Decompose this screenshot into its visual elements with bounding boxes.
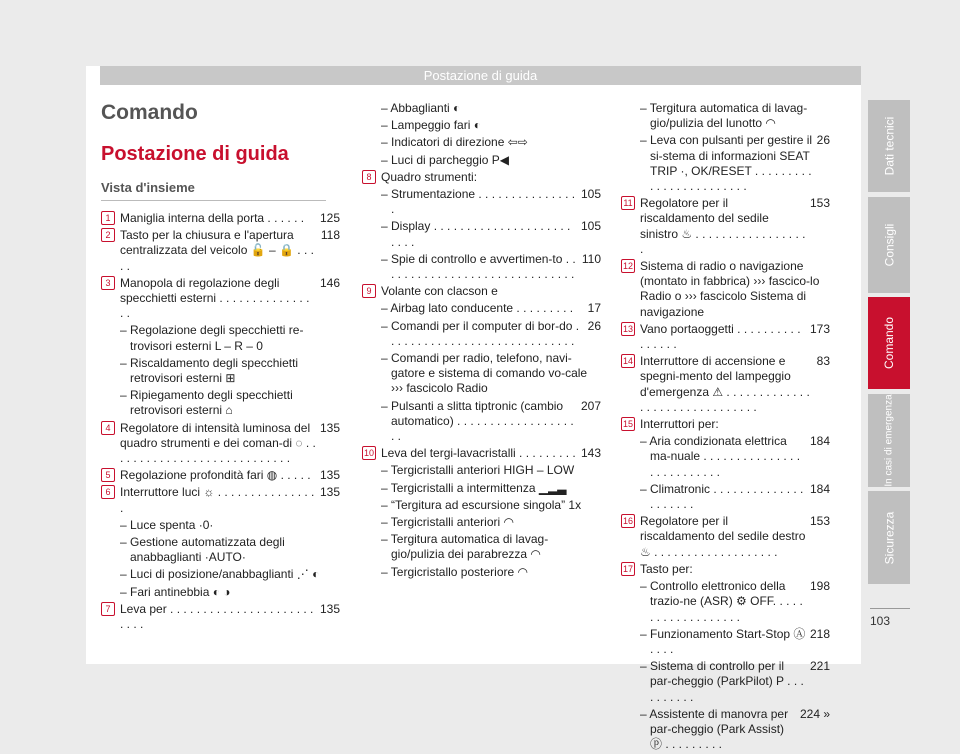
sub-entry-text: – Tergicristalli anteriori ◠ — [381, 515, 514, 530]
index-entry — [381, 319, 601, 349]
callout-number: 8 — [362, 170, 376, 184]
tab-comando[interactable]: Comando — [868, 297, 910, 389]
index-entry — [381, 252, 601, 282]
entry-text: Tasto per la chiusura e l'apertura centralizzata del veicolo 🔓 – 🔒 . . . . . — [120, 228, 314, 273]
callout-number: 15 — [622, 419, 633, 430]
index-entry — [120, 388, 340, 418]
index-entry — [363, 446, 601, 461]
entry-text: Interruttore luci ☼ . . . . . . . . . . . . . . . . — [120, 485, 315, 515]
index-entry — [366, 284, 601, 299]
callout-number: 1 — [101, 211, 115, 225]
page-reference[interactable]: 125 — [319, 211, 340, 225]
sub-entry-text: – Luci di posizione/anabbaglianti ⋰ ◐ — [120, 567, 320, 582]
callout-number: 13 — [622, 323, 633, 334]
index-entry — [622, 561, 830, 577]
entry-text: Maniglia interna della porta . . . . . . — [120, 211, 305, 225]
sub-entry-text: – Strumentazione . . . . . . . . . . . . . . . . — [381, 187, 576, 217]
tab-consigli[interactable]: Consigli — [868, 197, 910, 293]
index-entry — [105, 211, 340, 226]
index-entry — [366, 169, 601, 185]
callout-number: 5 — [101, 468, 115, 482]
sub-entry-text: – Tergitura automatica di lavag-gio/pulizia dei parabrezza ◠ — [381, 532, 549, 562]
column-1 — [105, 211, 340, 634]
page-number-rule — [870, 608, 910, 609]
page-reference[interactable]: 184 — [809, 481, 830, 496]
index-entry — [640, 434, 830, 480]
page-reference[interactable]: 218 — [809, 626, 830, 641]
entry-text: Volante con clacson e — [381, 284, 498, 299]
page-reference[interactable]: 143 — [580, 446, 601, 461]
callout-number: 9 — [362, 284, 376, 298]
page-reference[interactable]: 153 — [809, 196, 830, 211]
index-entry — [105, 420, 340, 467]
page-reference[interactable]: 184 — [809, 434, 830, 449]
index-entry — [381, 565, 601, 580]
index-entry — [381, 481, 601, 496]
index-entry — [640, 627, 830, 657]
index-entry — [120, 518, 340, 533]
sub-entry-text: – Indicatori di direzione ⇦⇨ — [381, 135, 528, 150]
index-entry — [120, 535, 340, 565]
index-entry — [381, 301, 601, 316]
index-entry — [120, 567, 340, 582]
callout-number: 3 — [101, 276, 115, 290]
sub-entry-text: – “Tergitura ad escursione singola” 1x — [381, 497, 582, 512]
index-entry — [381, 463, 601, 478]
callout-number: 14 — [622, 356, 633, 367]
page-reference[interactable]: 135 — [319, 468, 340, 483]
index-entry — [120, 585, 340, 600]
sub-entry-text: – Luci di parcheggio P◀ — [381, 152, 509, 167]
entry-text: Sistema di radio o navigazione (montato in fabbrica) ››› fascico-lo Radio o ››› fascicolo Sistema di navigazione — [640, 259, 820, 319]
callout-number: 4 — [101, 421, 115, 435]
index-entry — [381, 351, 601, 397]
entry-text: Leva del tergi-lavacristalli . . . . . . . . . — [381, 446, 576, 461]
page-reference[interactable]: 207 — [580, 398, 601, 413]
entry-text: Quadro strumenti: — [381, 169, 478, 184]
index-entry — [622, 417, 830, 432]
page-reference[interactable]: 110 — [581, 251, 601, 266]
index-entry — [381, 515, 601, 530]
sub-entry-text: – Spie di controllo e avvertimen-to . . . . . . . . . . . . . . . . . . . . . . . . . . . . . . — [381, 251, 576, 282]
entry-text: Manopola di regolazione degli specchietti esterni . . . . . . . . . . . . . . . . — [120, 275, 310, 321]
sub-entry-text: – Display . . . . . . . . . . . . . . . . . . . . . . . . . — [381, 219, 571, 249]
index-entry — [640, 133, 830, 194]
index-entry — [640, 482, 830, 512]
sub-entry-text: – Comandi per il computer di bor-do . . . . . . . . . . . . . . . . . . . . . . . . . . . . . — [381, 318, 580, 348]
sub-entry-text: – Abbaglianti ◐ — [381, 101, 461, 115]
entry-text: Regolatore per il riscaldamento del sedile destro ♨ . . . . . . . . . . . . . . . . . . . — [640, 514, 806, 559]
sub-entry-text: – Ripiegamento degli specchietti retrovisori esterni ⌂ — [120, 388, 293, 418]
page-reference[interactable]: 17 — [587, 301, 601, 316]
sub-entry-text: – Pulsanti a slitta tiptronic (cambio automatico) . . . . . . . . . . . . . . . . . . . . — [381, 398, 574, 444]
page-reference[interactable]: 118 — [320, 228, 340, 243]
index-entry — [640, 707, 830, 753]
column-2 — [363, 101, 601, 582]
index-entry — [105, 468, 340, 483]
page-reference[interactable]: 26 — [816, 133, 830, 148]
sub-entry-text: – Fari antinebbia ◐ ◑ — [120, 584, 231, 599]
callout-number: 16 — [622, 516, 633, 527]
sub-entry-text: – Sistema di controllo per il par-cheggio (ParkPilot) P . . . . . . . . . . — [640, 659, 804, 704]
callout-number: 6 — [101, 485, 115, 499]
index-entry — [381, 399, 601, 445]
tab-dati-tecnici[interactable]: Dati tecnici — [868, 100, 910, 192]
page-reference[interactable]: 135 — [319, 601, 340, 616]
sub-entry-text: – Aria condizionata elettrica ma-nuale . . . . . . . . . . . . . . . . . . . . . . . . . . — [640, 434, 801, 479]
sub-entry-text: – Tergicristalli a intermittenza ▁▂▃ — [381, 480, 567, 495]
sub-entry-text: – Regolazione degli specchietti re-trovisori esterni L – R – 0 — [120, 323, 304, 353]
index-entry — [622, 514, 830, 560]
page-number: 103 — [870, 614, 891, 628]
entry-text: Regolatore di intensità luminosa del quadro strumenti e dei coman-di ◌ . . . . . . . . . . . . . . . . . . . . . . . . . . . . — [120, 420, 316, 466]
tab-sicurezza[interactable]: Sicurezza — [868, 491, 910, 584]
callout-number: 11 — [621, 196, 635, 210]
sub-entry-text: – Assistente di manovra per par-cheggio (Park Assist) ⓟ . . . . . . . . . — [640, 706, 789, 752]
page-reference[interactable]: 135 — [319, 420, 340, 435]
sub-entry-text: – Lampeggio fari ◐ — [381, 118, 481, 133]
page-reference[interactable]: 198 — [809, 579, 830, 594]
sub-entry-text: – Tergitura automatica di lavag-gio/pulizia del lunotto ◠ — [640, 101, 808, 131]
page-reference[interactable]: 173 — [809, 321, 830, 336]
callout-number: 7 — [101, 602, 115, 616]
index-entry — [105, 275, 340, 322]
subtitle-rule — [101, 200, 326, 201]
callout-number: 17 — [622, 563, 633, 574]
tab-emergenza[interactable]: In casi di emergenza — [868, 394, 910, 487]
index-entry — [640, 579, 830, 625]
sub-entry-text: – Leva con pulsanti per gestire il si-stema di informazioni SEAT TRIP ·, OK/RESET . . . . . . . . . . . . . . . . . . . . . . . . — [640, 133, 813, 194]
subtitle: Vista d'insieme — [101, 180, 195, 195]
entry-text: Interruttori per: — [640, 417, 719, 432]
entry-text: Regolazione profondità fari ◍ . . . . . — [120, 468, 311, 483]
sub-entry-text: – Airbag lato conducente . . . . . . . . . — [381, 301, 574, 316]
index-entry — [381, 118, 601, 133]
page-reference[interactable]: 135 — [319, 485, 340, 500]
callout-number: 12 — [622, 261, 633, 272]
page-reference[interactable]: 83 — [816, 354, 830, 369]
index-entry — [381, 153, 601, 168]
page-reference[interactable]: 105 — [580, 219, 601, 234]
index-entry — [105, 601, 340, 632]
entry-text: Vano portaoggetti . . . . . . . . . . . . . . . . — [640, 321, 801, 352]
index-entry — [640, 101, 830, 131]
page-reference[interactable]: 146 — [319, 275, 340, 290]
sub-entry-text: – Gestione automatizzata degli anabbaglianti ·AUTO· — [120, 535, 285, 565]
sub-entry-text: – Luce spenta ·0· — [120, 517, 214, 532]
entry-text: Interruttore di accensione e spegni-mento del lampeggio d'emergenza ⚠ . . . . . . . . . . . . . . . . . . . . . . . . . . . . . . . — [640, 354, 810, 414]
page-reference[interactable]: 224 » — [799, 706, 830, 721]
sub-entry-text: – Tergicristallo posteriore ◠ — [381, 564, 528, 579]
callout-number: 2 — [101, 228, 115, 242]
section-title: Comando — [101, 101, 198, 124]
index-entry — [120, 323, 340, 353]
entry-text: Regolatore per il riscaldamento del sedile sinistro ♨ . . . . . . . . . . . . . . . . . . — [640, 196, 806, 256]
index-entry — [640, 659, 830, 705]
sub-entry-text: – Riscaldamento degli specchietti retrovisori esterni ⊞ — [120, 355, 299, 386]
sub-entry-text: – Funzionamento Start-Stop Ⓐ . . . . — [640, 626, 806, 656]
entry-text: Tasto per: — [640, 561, 693, 576]
page-reference[interactable]: 26 — [587, 318, 601, 333]
page-reference[interactable]: 105 — [580, 187, 601, 202]
index-entry — [120, 356, 340, 386]
index-entry — [622, 354, 830, 415]
index-entry — [622, 321, 830, 352]
index-entry — [381, 498, 601, 513]
column-3 — [622, 101, 830, 754]
page-reference[interactable]: 153 — [809, 514, 830, 529]
index-entry — [105, 485, 340, 515]
index-entry — [381, 187, 601, 217]
index-entry — [381, 532, 601, 562]
index-entry — [381, 135, 601, 150]
index-entry — [105, 228, 340, 274]
index-entry — [381, 219, 601, 249]
sub-entry-text: – Climatronic . . . . . . . . . . . . . . . . . . . . . — [640, 481, 804, 512]
index-entry — [622, 259, 830, 320]
sub-entry-text: – Controllo elettronico della trazio-ne (ASR) ⚙ OFF. . . . . . . . . . . . . . . . . . . — [640, 579, 803, 624]
entry-text: Leva per . . . . . . . . . . . . . . . . . . . . . . . . . . — [120, 601, 314, 632]
sub-entry-text: – Tergicristalli anteriori HIGH – LOW — [381, 463, 575, 478]
page-reference[interactable]: 221 — [809, 659, 830, 674]
index-entry — [623, 196, 830, 257]
running-header: Postazione di guida — [100, 66, 861, 85]
index-entry — [381, 101, 601, 116]
sub-entry-text: – Comandi per radio, telefono, navi-gatore e sistema di comando vo-cale ››› fascicolo Radio — [381, 351, 588, 396]
page-title: Postazione di guida — [101, 143, 289, 165]
callout-number: 10 — [363, 448, 374, 459]
